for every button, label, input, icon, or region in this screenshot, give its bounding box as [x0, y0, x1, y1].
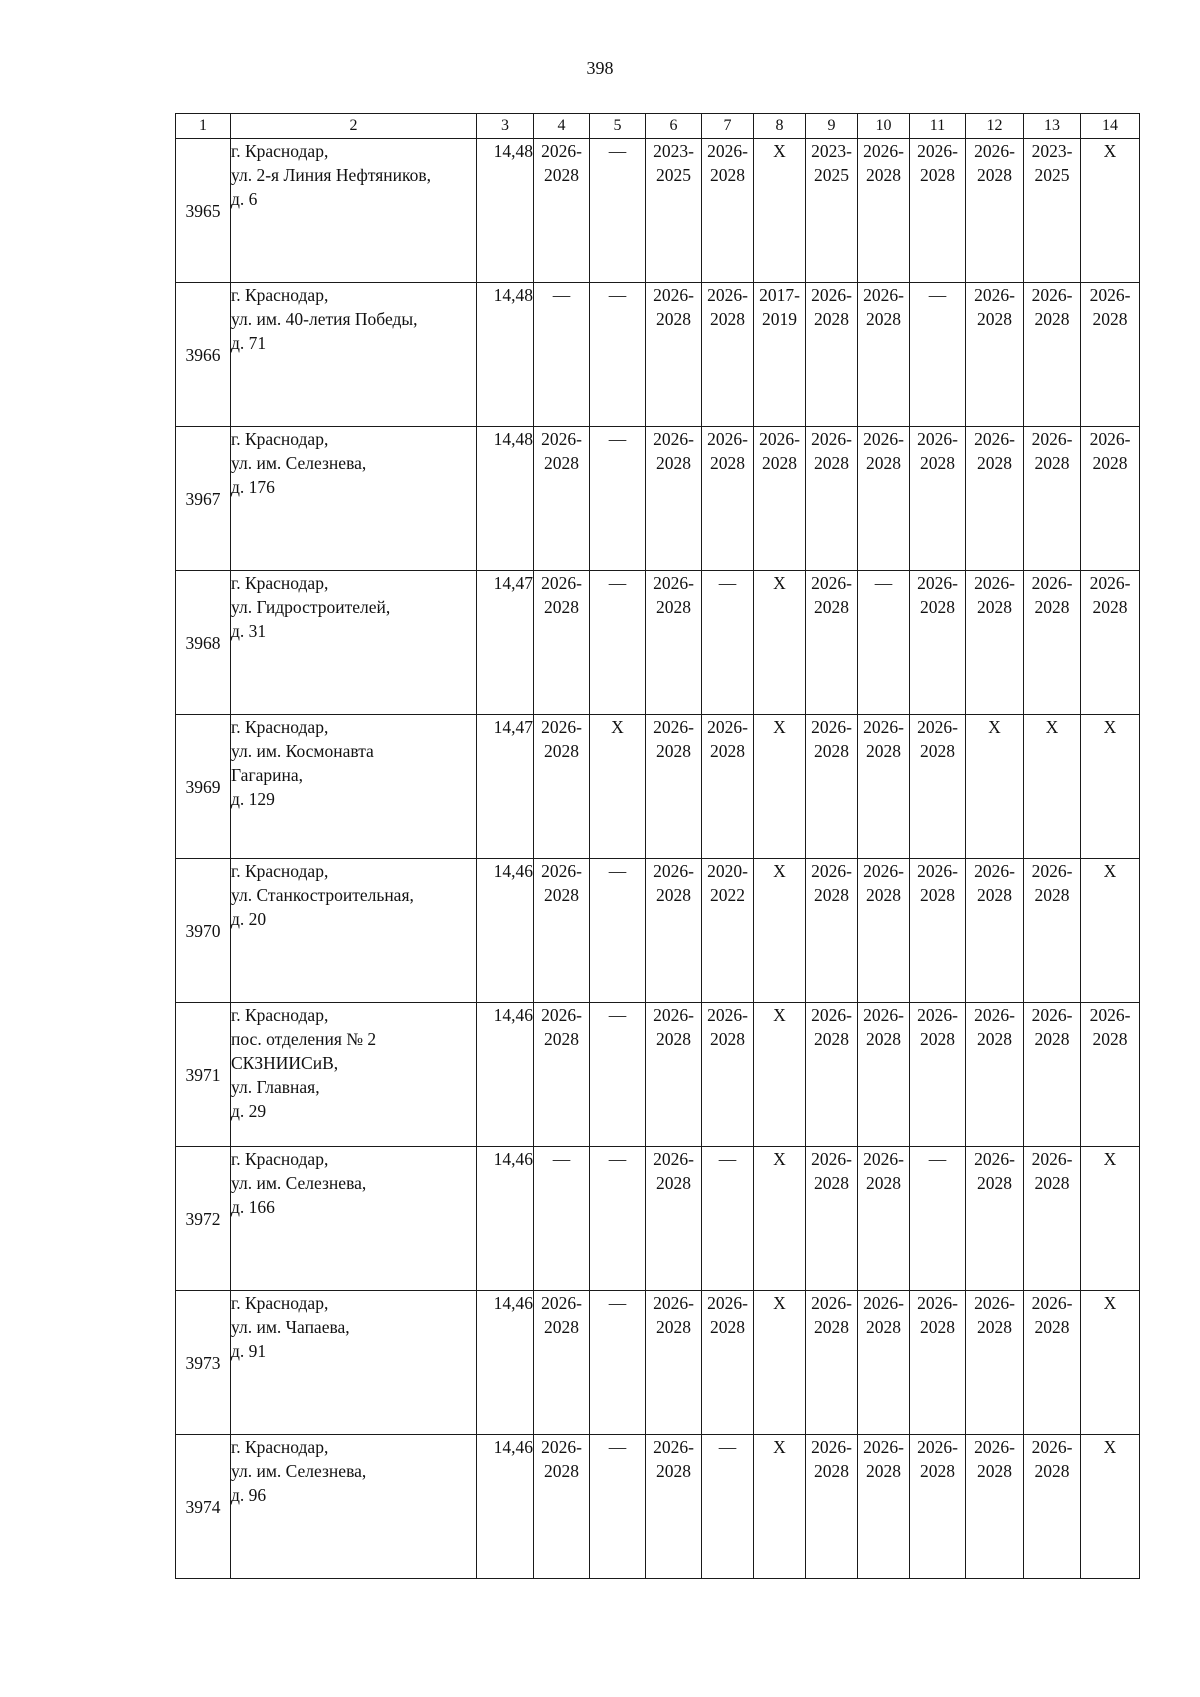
cell-col-6: 2023- 2025: [646, 139, 702, 283]
cell-col-5: —: [590, 1435, 646, 1579]
cell-col-13: 2026- 2028: [1024, 1147, 1081, 1291]
cell-col-10: —: [858, 571, 910, 715]
row-address: г. Краснодар, ул. им. Чапаева, д. 91: [231, 1291, 477, 1435]
cell-col-4: 2026- 2028: [534, 571, 590, 715]
cell-col-8: Х: [754, 1435, 806, 1579]
cell-col-12: 2026- 2028: [966, 571, 1024, 715]
cell-col-7: 2026- 2028: [702, 139, 754, 283]
row-value: 14,48: [477, 427, 534, 571]
column-header-9: 9: [806, 114, 858, 139]
cell-col-9: 2026- 2028: [806, 1291, 858, 1435]
cell-col-4: 2026- 2028: [534, 715, 590, 859]
cell-col-13: 2026- 2028: [1024, 1003, 1081, 1147]
table-row: [176, 1147, 1140, 1291]
table-row: [176, 715, 1140, 859]
cell-col-11: 2026- 2028: [910, 427, 966, 571]
row-number: 3966: [176, 283, 231, 427]
cell-col-4: —: [534, 283, 590, 427]
cell-col-6: 2026- 2028: [646, 1147, 702, 1291]
row-number: 3969: [176, 715, 231, 859]
cell-col-11: 2026- 2028: [910, 859, 966, 1003]
row-value: 14,46: [477, 1003, 534, 1147]
row-number: 3971: [176, 1003, 231, 1147]
cell-col-12: 2026- 2028: [966, 1147, 1024, 1291]
cell-col-10: 2026- 2028: [858, 139, 910, 283]
cell-col-9: 2026- 2028: [806, 1435, 858, 1579]
cell-col-7: 2020- 2022: [702, 859, 754, 1003]
column-header-13: 13: [1024, 114, 1081, 139]
cell-col-13: 2026- 2028: [1024, 283, 1081, 427]
row-address: г. Краснодар, ул. 2-я Линия Нефтяников, д. 6: [231, 139, 477, 283]
cell-col-5: —: [590, 859, 646, 1003]
cell-col-4: 2026- 2028: [534, 1435, 590, 1579]
row-number: 3967: [176, 427, 231, 571]
cell-col-9: 2026- 2028: [806, 571, 858, 715]
cell-col-11: 2026- 2028: [910, 715, 966, 859]
row-number: 3974: [176, 1435, 231, 1579]
cell-col-8: Х: [754, 571, 806, 715]
header-row: [176, 114, 1140, 139]
column-header-10: 10: [858, 114, 910, 139]
cell-col-10: 2026- 2028: [858, 1003, 910, 1147]
row-address: г. Краснодар, ул. им. 40-летия Победы, д. 71: [231, 283, 477, 427]
cell-col-5: —: [590, 1003, 646, 1147]
cell-col-4: 2026- 2028: [534, 1003, 590, 1147]
cell-col-10: 2026- 2028: [858, 715, 910, 859]
cell-col-8: Х: [754, 1003, 806, 1147]
cell-col-8: Х: [754, 1291, 806, 1435]
row-value: 14,46: [477, 1147, 534, 1291]
cell-col-9: 2026- 2028: [806, 283, 858, 427]
row-value: 14,48: [477, 139, 534, 283]
cell-col-7: —: [702, 571, 754, 715]
row-number: 3965: [176, 139, 231, 283]
column-header-4: 4: [534, 114, 590, 139]
row-address: г. Краснодар, ул. им. Селезнева, д. 166: [231, 1147, 477, 1291]
row-address: г. Краснодар, ул. Станкостроительная, д. 20: [231, 859, 477, 1003]
row-address: г. Краснодар, ул. им. Космонавта Гагарина, д. 129: [231, 715, 477, 859]
row-number: 3970: [176, 859, 231, 1003]
table-row: [176, 859, 1140, 1003]
cell-col-7: 2026- 2028: [702, 427, 754, 571]
row-value: 14,46: [477, 859, 534, 1003]
cell-col-7: 2026- 2028: [702, 715, 754, 859]
column-header-6: 6: [646, 114, 702, 139]
row-number: 3973: [176, 1291, 231, 1435]
cell-col-7: 2026- 2028: [702, 283, 754, 427]
table-row: [176, 1291, 1140, 1435]
cell-col-9: 2026- 2028: [806, 715, 858, 859]
cell-col-5: —: [590, 571, 646, 715]
table-header: [176, 114, 1140, 139]
cell-col-14: 2026- 2028: [1081, 1003, 1140, 1147]
cell-col-11: —: [910, 1147, 966, 1291]
row-address: г. Краснодар, ул. им. Селезнева, д. 176: [231, 427, 477, 571]
table-row: [176, 1003, 1140, 1147]
cell-col-10: 2026- 2028: [858, 283, 910, 427]
table-row: [176, 139, 1140, 283]
cell-col-13: 2026- 2028: [1024, 1291, 1081, 1435]
cell-col-12: 2026- 2028: [966, 1435, 1024, 1579]
cell-col-14: Х: [1081, 1147, 1140, 1291]
table-row: [176, 571, 1140, 715]
cell-col-14: Х: [1081, 715, 1140, 859]
row-value: 14,48: [477, 283, 534, 427]
cell-col-9: 2026- 2028: [806, 1003, 858, 1147]
cell-col-9: 2023- 2025: [806, 139, 858, 283]
cell-col-13: 2023- 2025: [1024, 139, 1081, 283]
cell-col-13: 2026- 2028: [1024, 571, 1081, 715]
cell-col-12: 2026- 2028: [966, 859, 1024, 1003]
cell-col-4: —: [534, 1147, 590, 1291]
cell-col-6: 2026- 2028: [646, 1003, 702, 1147]
cell-col-11: 2026- 2028: [910, 1003, 966, 1147]
row-value: 14,46: [477, 1435, 534, 1579]
column-header-3: 3: [477, 114, 534, 139]
cell-col-6: 2026- 2028: [646, 859, 702, 1003]
column-header-1: 1: [176, 114, 231, 139]
cell-col-13: 2026- 2028: [1024, 427, 1081, 571]
row-value: 14,47: [477, 571, 534, 715]
cell-col-6: 2026- 2028: [646, 715, 702, 859]
cell-col-7: —: [702, 1435, 754, 1579]
table-row: [176, 283, 1140, 427]
cell-col-8: Х: [754, 1147, 806, 1291]
cell-col-7: 2026- 2028: [702, 1291, 754, 1435]
cell-col-11: 2026- 2028: [910, 1435, 966, 1579]
cell-col-5: —: [590, 1147, 646, 1291]
cell-col-14: Х: [1081, 139, 1140, 283]
row-address: г. Краснодар, ул. Гидростроителей, д. 31: [231, 571, 477, 715]
table-row: [176, 427, 1140, 571]
cell-col-5: —: [590, 283, 646, 427]
cell-col-10: 2026- 2028: [858, 1291, 910, 1435]
data-table: [175, 113, 1140, 1579]
cell-col-10: 2026- 2028: [858, 859, 910, 1003]
cell-col-4: 2026- 2028: [534, 139, 590, 283]
row-address: г. Краснодар, ул. им. Селезнева, д. 96: [231, 1435, 477, 1579]
cell-col-4: 2026- 2028: [534, 859, 590, 1003]
cell-col-14: Х: [1081, 1435, 1140, 1579]
cell-col-12: 2026- 2028: [966, 1003, 1024, 1147]
cell-col-13: 2026- 2028: [1024, 1435, 1081, 1579]
cell-col-8: Х: [754, 859, 806, 1003]
cell-col-7: 2026- 2028: [702, 1003, 754, 1147]
cell-col-9: 2026- 2028: [806, 427, 858, 571]
row-value: 14,47: [477, 715, 534, 859]
cell-col-12: 2026- 2028: [966, 427, 1024, 571]
column-header-12: 12: [966, 114, 1024, 139]
cell-col-5: Х: [590, 715, 646, 859]
cell-col-8: 2017- 2019: [754, 283, 806, 427]
cell-col-12: 2026- 2028: [966, 139, 1024, 283]
cell-col-6: 2026- 2028: [646, 427, 702, 571]
column-header-8: 8: [754, 114, 806, 139]
cell-col-14: Х: [1081, 859, 1140, 1003]
cell-col-8: Х: [754, 715, 806, 859]
cell-col-7: —: [702, 1147, 754, 1291]
cell-col-5: —: [590, 139, 646, 283]
cell-col-10: 2026- 2028: [858, 427, 910, 571]
table-body: [176, 139, 1140, 1579]
cell-col-8: 2026- 2028: [754, 427, 806, 571]
cell-col-4: 2026- 2028: [534, 427, 590, 571]
column-header-11: 11: [910, 114, 966, 139]
cell-col-14: 2026- 2028: [1081, 427, 1140, 571]
column-header-2: 2: [231, 114, 477, 139]
table-row: [176, 1435, 1140, 1579]
column-header-14: 14: [1081, 114, 1140, 139]
cell-col-12: 2026- 2028: [966, 283, 1024, 427]
cell-col-14: 2026- 2028: [1081, 571, 1140, 715]
cell-col-12: 2026- 2028: [966, 1291, 1024, 1435]
cell-col-6: 2026- 2028: [646, 1435, 702, 1579]
cell-col-5: —: [590, 1291, 646, 1435]
cell-col-11: 2026- 2028: [910, 139, 966, 283]
cell-col-5: —: [590, 427, 646, 571]
cell-col-11: —: [910, 283, 966, 427]
cell-col-11: 2026- 2028: [910, 571, 966, 715]
column-header-7: 7: [702, 114, 754, 139]
cell-col-6: 2026- 2028: [646, 1291, 702, 1435]
row-value: 14,46: [477, 1291, 534, 1435]
cell-col-13: Х: [1024, 715, 1081, 859]
cell-col-4: 2026- 2028: [534, 1291, 590, 1435]
cell-col-9: 2026- 2028: [806, 859, 858, 1003]
row-number: 3968: [176, 571, 231, 715]
cell-col-14: Х: [1081, 1291, 1140, 1435]
column-header-5: 5: [590, 114, 646, 139]
cell-col-14: 2026- 2028: [1081, 283, 1140, 427]
row-number: 3972: [176, 1147, 231, 1291]
cell-col-6: 2026- 2028: [646, 571, 702, 715]
cell-col-11: 2026- 2028: [910, 1291, 966, 1435]
cell-col-10: 2026- 2028: [858, 1435, 910, 1579]
cell-col-12: Х: [966, 715, 1024, 859]
cell-col-13: 2026- 2028: [1024, 859, 1081, 1003]
cell-col-10: 2026- 2028: [858, 1147, 910, 1291]
cell-col-9: 2026- 2028: [806, 1147, 858, 1291]
page-number: 398: [586, 58, 614, 78]
row-address: г. Краснодар, пос. отделения № 2 СКЗНИИСиВ, ул. Главная, д. 29: [231, 1003, 477, 1147]
cell-col-6: 2026- 2028: [646, 283, 702, 427]
cell-col-8: Х: [754, 139, 806, 283]
